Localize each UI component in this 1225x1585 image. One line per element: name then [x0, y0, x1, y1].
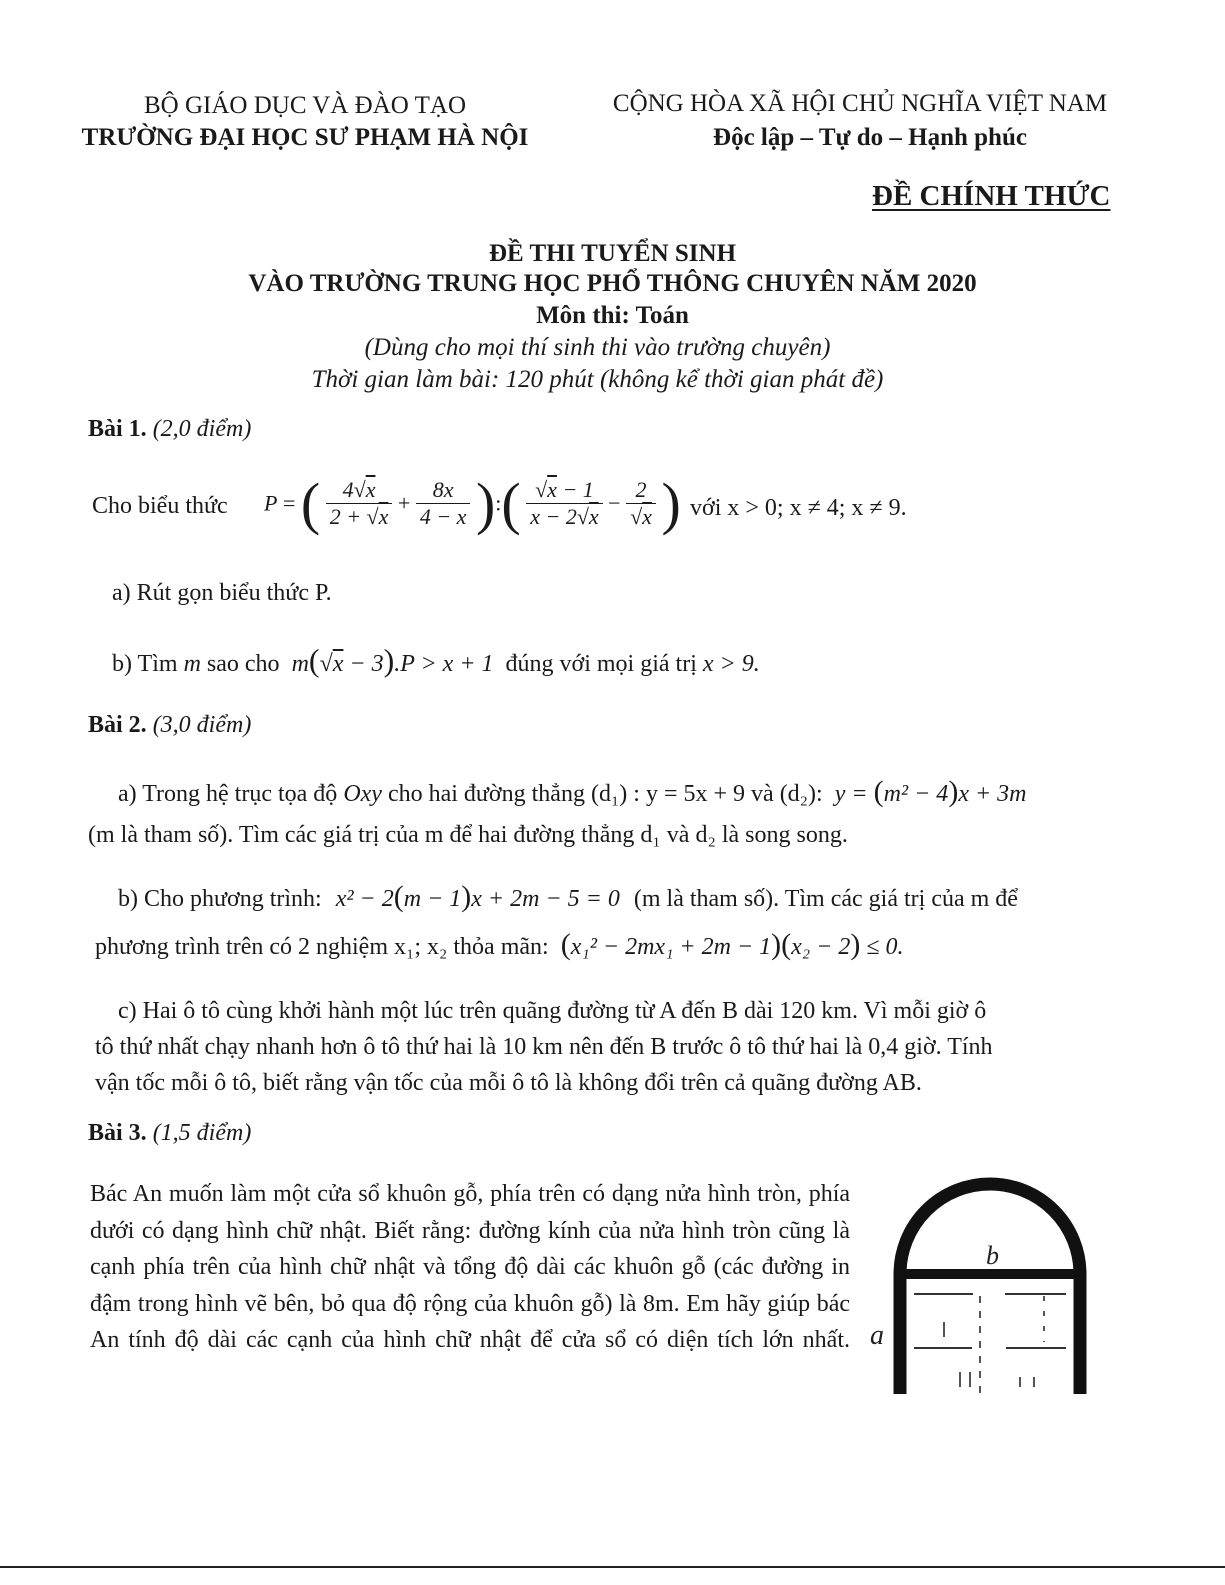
expression-p: P = ( $\frac{4√x}{2 + √x}$ + $\frac{8x}{4 - x}$ ):( $\frac{√x - 1}{x - 2√x}$ − $\frac{2}{√x}$ ) — [264, 471, 681, 536]
ministry-name: BỘ GIÁO DỤC VÀ ĐÀO TẠO — [144, 92, 466, 119]
official-label: ĐỀ CHÍNH THỨC — [872, 180, 1111, 212]
label-a: a — [870, 1320, 884, 1351]
exam-subject: Môn thi: Toán — [536, 302, 689, 329]
page-bottom-rule — [0, 1566, 1225, 1568]
window-frame — [900, 1184, 1080, 1394]
problem-3-line: tròn, phía dưới có dạng hình chữ nhật. Biết rằng: đường kính của nửa — [90, 1181, 851, 1244]
problem-2-heading: Bài 2. (3,0 điểm) — [88, 712, 252, 738]
window-figure — [868, 1172, 1098, 1402]
problem-3-line: chữ nhật để cửa sổ có diện tích lớn nhất. — [435, 1327, 850, 1353]
expression-condition: với x > 0; x ≠ 4; x ≠ 9. — [690, 495, 907, 521]
problem-1b: b) Tìm m sao cho m(√x − 3).P > x + 1 đúng với mọi giá trị x > 9. — [112, 642, 760, 678]
exam-subtitle: VÀO TRƯỜNG TRUNG HỌC PHỔ THÔNG CHUYÊN NĂM 2020 — [248, 270, 977, 297]
problem-3-line: khuôn gỗ (các đường in đậm trong hình vẽ bên, bỏ qua độ rộng của — [90, 1254, 850, 1317]
problem-3-text — [90, 1176, 850, 1395]
national-motto: Độc lập – Tự do – Hạnh phúc — [713, 124, 1027, 151]
problem-1a: a) Rút gọn biểu thức P. — [112, 580, 332, 606]
problem-2c-line1: c) Hai ô tô cùng khởi hành một lúc trên quãng đường từ A đến B dài 120 km. Vì mỗi giờ ô — [118, 998, 987, 1024]
university-name: TRƯỜNG ĐẠI HỌC SƯ PHẠM HÀ NỘI — [81, 124, 529, 151]
problem-3-line: khuôn gỗ) là 8m. Em hãy giúp bác An tính độ dài các cạnh của hình — [90, 1290, 851, 1353]
problem-1-intro: Cho biểu thức — [92, 493, 228, 519]
exam-note: (Dùng cho mọi thí sinh thi vào trường chuyên) — [364, 334, 831, 361]
problem-2b-line2: phương trình trên có 2 nghiệm x₁; x₂ thỏa mãn: (x₁² − 2mx₁ + 2m − 1)(x₂ − 2) ≤ 0. — [95, 928, 904, 961]
problem-1-heading: Bài 1. (2,0 điểm) — [88, 416, 252, 442]
problem-3-line: hình tròn cũng là cạnh phía trên của hình chữ nhật và tổng độ dài các — [90, 1217, 850, 1280]
problem-3-heading: Bài 3. (1,5 điểm) — [88, 1120, 252, 1146]
exam-time: Thời gian làm bài: 120 phút (không kể thời gian phát đề) — [311, 366, 884, 393]
problem-2a-line1: a) Trong hệ trục tọa độ Oxy cho hai đường thẳng (d₁) : y = 5x + 9 và (d₂): y = (m² − 4)x + 3m — [118, 775, 1027, 808]
label-b: b — [986, 1241, 999, 1270]
problem-2c-line2: tô thứ nhất chạy nhanh hơn ô tô thứ hai là 10 km nên đến B trước ô tô thứ hai là 0,4 giờ. Tính — [95, 1034, 993, 1060]
problem-2a-line2: (m là tham số). Tìm các giá trị của m để hai đường thẳng d₁ và d₂ là song song. — [88, 822, 848, 848]
exam-title: ĐỀ THI TUYỂN SINH — [488, 240, 737, 267]
problem-2c-line3: vận tốc mỗi ô tô, biết rằng vận tốc của mỗi ô tô là không đổi trên cả quãng đường AB. — [95, 1070, 922, 1096]
republic-name: CỘNG HÒA XÃ HỘI CHỦ NGHĨA VIỆT NAM — [612, 90, 1108, 117]
problem-3-line: Bác An muốn làm một cửa sổ khuôn gỗ, phía trên có dạng nửa hình — [90, 1181, 751, 1207]
problem-2b-line1: b) Cho phương trình: x² − 2(m − 1)x + 2m − 5 = 0 (m là tham số). Tìm các giá trị của m để — [118, 880, 1018, 913]
